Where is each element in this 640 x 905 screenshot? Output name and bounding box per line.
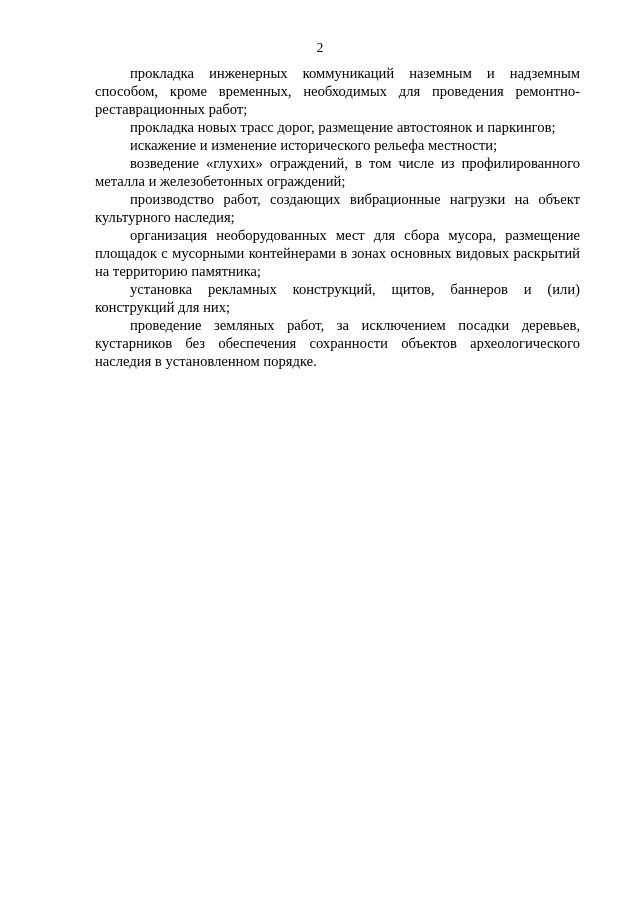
paragraph: прокладка инженерных коммуникаций наземным и надземным способом, кроме временных, необходимых для проведения ремонтно-реставрационных работ; (95, 66, 580, 118)
paragraph: искажение и изменение исторического рельефа местности; (130, 138, 498, 154)
paragraph: проведение земляных работ, за исключением посадки деревьев, кустарников без обеспечения сохранности объектов археологического наследия в установленном порядке. (95, 318, 580, 370)
paragraph: прокладка новых трасс дорог, размещение автостоянок и паркингов; (130, 120, 556, 136)
paragraph: производство работ, создающих вибрационные нагрузки на объект культурного наследия; (95, 192, 580, 226)
paragraph: установка рекламных конструкций, щитов, баннеров и (или) конструкций для них; (95, 282, 580, 316)
paragraph: возведение «глухих» ограждений, в том числе из профилированного металла и железобетонных ограждений; (95, 156, 580, 190)
document-body (95, 65, 580, 371)
page-number: 2 (316, 40, 324, 55)
paragraph: организация необорудованных мест для сбора мусора, размещение площадок с мусорными контейнерами в зонах основных видовых раскрытий на территорию памятника; (95, 228, 580, 280)
